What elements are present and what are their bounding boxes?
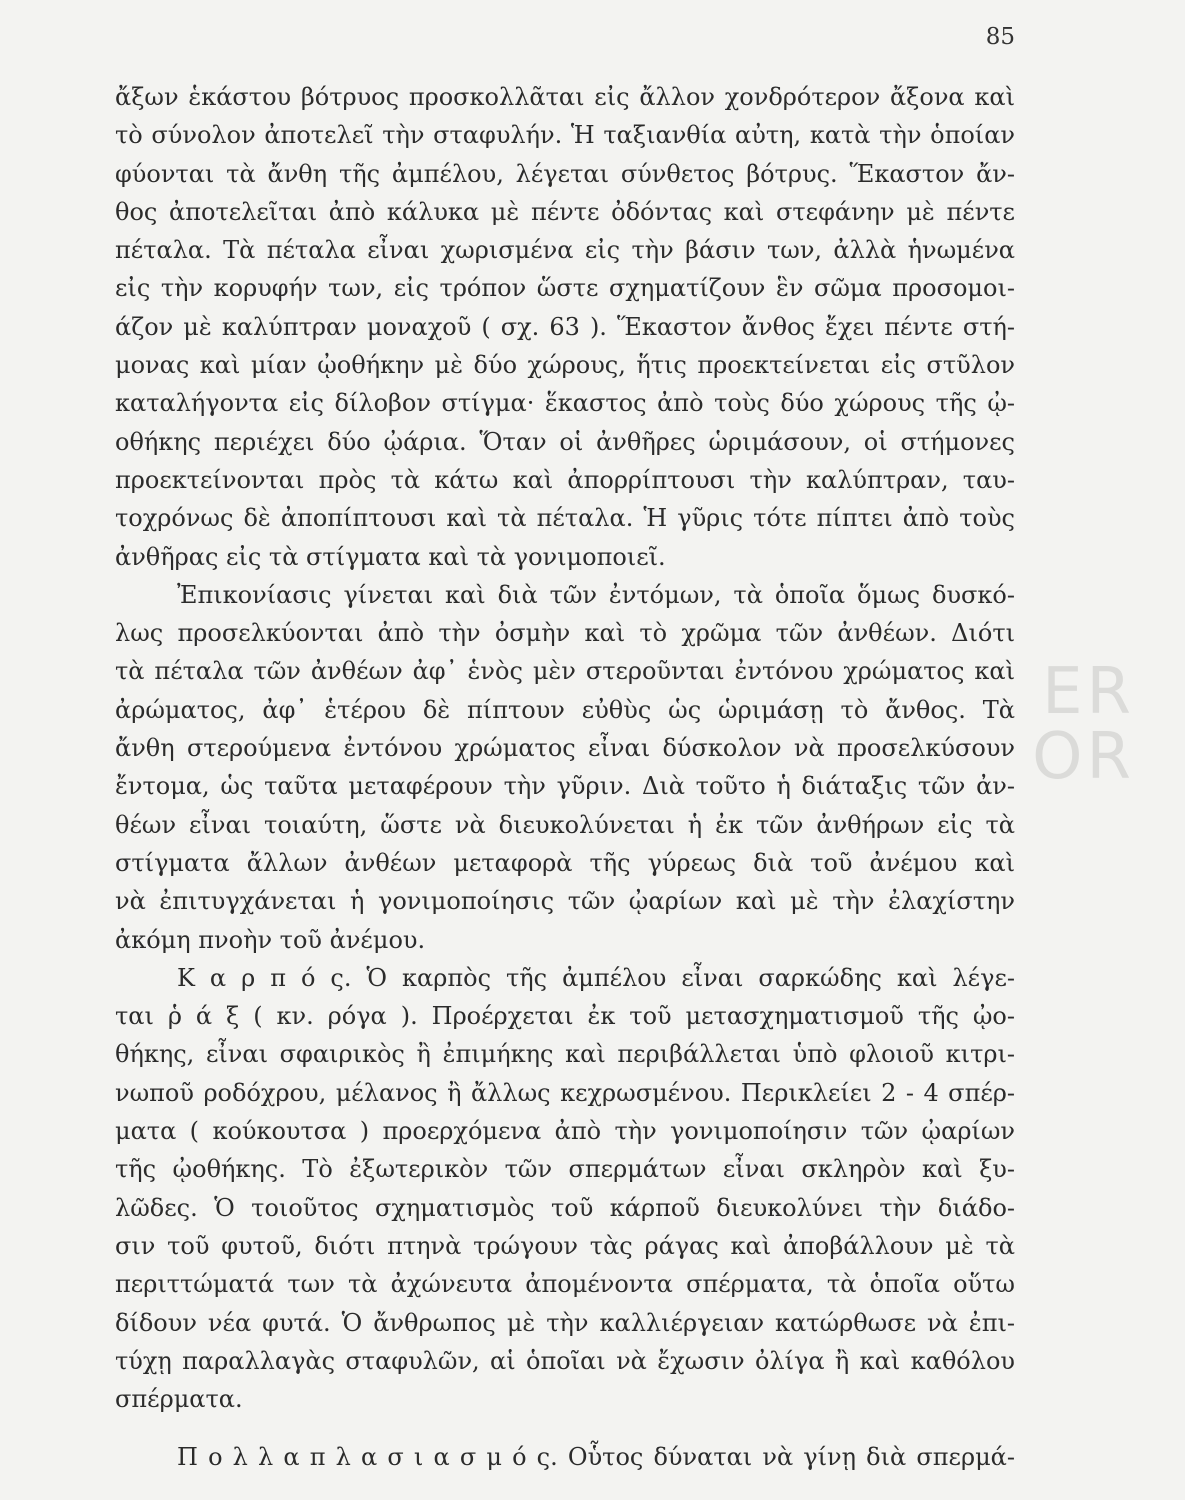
text-line: άζον μὲ καλύπτραν μοναχοῦ ( σχ. 63 ). Ἕκαστον ἄνθος ἔχει πέντε στή- (115, 312, 1015, 341)
paragraph-flower-structure (115, 78, 1015, 576)
text-line: εἰς τὴν κορυφήν των, εἰς τρόπον ὥστε σχηματίζουν ἓν σῶμα προσομοι- (115, 274, 1015, 303)
page-body (115, 78, 1015, 1477)
text-line: οθήκης περιέχει δύο ᾠάρια. Ὅταν οἱ ἀνθῆρες ὡριμάσουν, οἱ στήμονες (115, 427, 1015, 456)
page-number: 85 (985, 24, 1015, 50)
text-line: στίγματα ἄλλων ἀνθέων μεταφορὰ τῆς γύρεως διὰ τοῦ ἀνέμου καὶ (115, 848, 1015, 877)
text-line: τύχῃ παραλλαγὰς σταφυλῶν, αἱ ὁποῖαι νὰ ἔχωσιν ὀλίγα ἢ καὶ καθόλου (115, 1346, 1015, 1375)
text-line: νωποῦ ροδόχρου, μέλανος ἢ ἄλλως κεχρωσμένου. Περικλείει 2 - 4 σπέρ- (115, 1078, 1015, 1107)
text-line: ἀρώματος, ἀφ᾽ ἑτέρου δὲ πίπτουν εὐθὺς ὡς ὡριμάσῃ τὸ ἄνθος. Τὰ (115, 695, 1015, 724)
text-line: τὰ πέταλα τῶν ἀνθέων ἀφ᾽ ἑνὸς μὲν στεροῦνται ἐντόνου χρώματος καὶ (115, 657, 1015, 686)
text-line: πέταλα. Τὰ πέταλα εἶναι χωρισμένα εἰς τὴν βάσιν των, ἀλλὰ ἡνωμένα (115, 236, 1015, 265)
text-line: ἔντομα, ὡς ταῦτα μεταφέρουν τὴν γῦριν. Διὰ τοῦτο ἡ διάταξις τῶν ἀν- (115, 772, 1015, 801)
text-line: σπέρματα. (115, 1385, 243, 1414)
show-through-text-1: ER (1042, 655, 1135, 729)
text-line: τῆς ᾠοθήκης. Τὸ ἐξωτερικὸν τῶν σπερμάτων εἶναι σκληρὸν καὶ ξυ- (115, 1155, 1015, 1184)
text-line: ἄξων ἑκάστου βότρυος προσκολλᾶται εἰς ἄλλον χονδρότερον ἄξονα καὶ (115, 83, 1015, 111)
text-line: νὰ ἐπιτυγχάνεται ἡ γονιμοποίησις τῶν ᾠαρίων καὶ μὲ τὴν ἐλαχίστην (115, 887, 1015, 916)
paragraph-pollination (115, 576, 1015, 959)
text-line: ματα ( κούκουτσα ) προερχόμενα ἀπὸ τὴν γονιμοποίησιν τῶν ᾠαρίων (115, 1117, 1015, 1146)
text-line: τὸ σύνολον ἀποτελεῖ τὴν σταφυλήν. Ἡ ταξιανθία αὐτη, κατὰ τὴν ὁποίαν (115, 121, 1015, 150)
text-line: θος ἀποτελεῖται ἀπὸ κάλυκα μὲ πέντε ὀδόντας καὶ στεφάνην μὲ πέντε (115, 197, 1015, 226)
text-line: ἀκόμη πνοὴν τοῦ ἀνέμου. (115, 925, 426, 954)
text-line: ται ῥ ά ξ ( κν. ρόγα ). Προέρχεται ἐκ τοῦ μετασχηματισμοῦ τῆς ᾠο- (115, 1002, 1015, 1031)
text-line: θέων εἶναι τοιαύτη, ὥστε νὰ διευκολύνεται ἡ ἐκ τῶν ἀνθήρων εἰς τὰ (115, 810, 1015, 839)
text-line: καταλήγοντα εἰς δίλοβον στίγμα· ἕκαστος ἀπὸ τοὺς δύο χώρους τῆς ᾠ- (115, 389, 1015, 418)
text-line: λως προσελκύονται ἀπὸ τὴν ὀσμὴν καὶ τὸ χρῶμα τῶν ἀνθέων. Διότι (115, 619, 1015, 648)
text-line: σιν τοῦ φυτοῦ, διότι πτηνὰ τρώγουν τὰς ράγας καὶ ἀποβάλλουν μὲ τὰ (115, 1231, 1015, 1260)
text-line: τοχρόνως δὲ ἀποπίπτουσι καὶ τὰ πέταλα. Ἡ γῦρις τότε πίπτει ἀπὸ τοὺς (115, 504, 1015, 533)
text-line: μονας καὶ μίαν ᾠοθήκην μὲ δύο χώρους, ἥτις προεκτείνεται εἰς στῦλον (115, 351, 1015, 380)
show-through-text-2: OR (1032, 720, 1135, 794)
text-line: προεκτείνονται πρὸς τὰ κάτω καὶ ἀπορρίπτουσι τὴν καλύπτραν, ταυ- (115, 465, 1015, 494)
text-line: Π ο λ λ α π λ α σ ι α σ μ ό ς. Οὗτος δύναται νὰ γίνῃ διὰ σπερμά- (177, 1443, 1015, 1472)
text-line: ἀνθῆρας εἰς τὰ στίγματα καὶ τὰ γονιμοποιεῖ. (115, 542, 666, 571)
text-line: φύονται τὰ ἄνθη τῆς ἀμπέλου, λέγεται σύνθετος βότρυς. Ἕκαστον ἄν- (115, 159, 1015, 188)
text-line: περιττώματά των τὰ ἀχώνευτα ἀπομένοντα σπέρματα, τὰ ὁποῖα οὕτω (115, 1270, 1015, 1299)
text-line: λῶδες. Ὁ τοιοῦτος σχηματισμὸς τοῦ κάρποῦ διευκολύνει τὴν διάδο- (115, 1193, 1015, 1222)
paragraph-propagation (115, 1438, 1015, 1476)
paragraph-gap (115, 1418, 1015, 1438)
paragraph-fruit (115, 959, 1015, 1419)
text-line: δίδουν νέα φυτά. Ὁ ἄνθρωπος μὲ τὴν καλλιέργειαν κατώρθωσε νὰ ἐπι- (115, 1308, 1015, 1337)
text-line: Ἐπικονίασις γίνεται καὶ διὰ τῶν ἐντόμων, τὰ ὁποῖα ὅμως δυσκό- (177, 580, 1015, 609)
text-line: Κ α ρ π ό ς. Ὁ καρπὸς τῆς ἀμπέλου εἶναι σαρκώδης καὶ λέγε- (177, 963, 1015, 992)
text-line: θήκης, εἶναι σφαιρικὸς ἢ ἐπιμήκης καὶ περιβάλλεται ὑπὸ φλοιοῦ κιτρι- (115, 1040, 1015, 1069)
text-line: ἄνθη στερούμενα ἐντόνου χρώματος εἶναι δύσκολον νὰ προσελκύσουν (115, 734, 1015, 763)
